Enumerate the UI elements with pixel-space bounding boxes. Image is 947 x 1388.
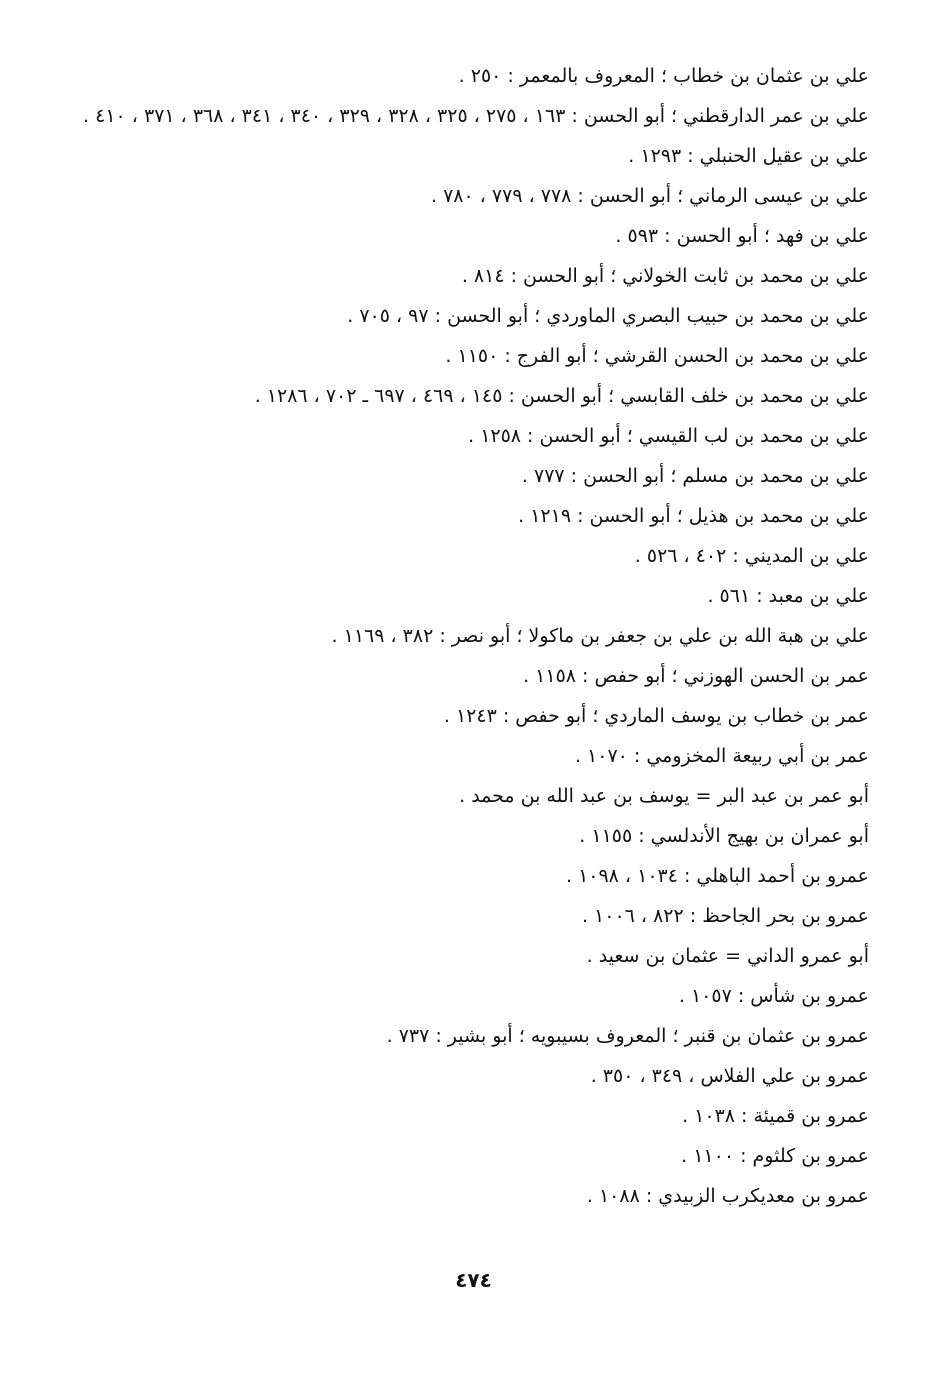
index-entry: علي بن محمد بن هذيل ؛ أبو الحسن : ١٢١٩ . <box>518 505 869 527</box>
index-entry: علي بن محمد بن الحسن القرشي ؛ أبو الفرج : ١١٥٠ . <box>445 345 869 367</box>
index-entry: علي بن معبد : ٥٦١ . <box>707 585 869 607</box>
index-entry: أبو عمر بن عبد البر = يوسف بن عبد الله بن محمد . <box>459 785 869 807</box>
index-entry: عمر بن خطاب بن يوسف الماردي ؛ أبو حفص : ١٢٤٣ . <box>443 705 869 727</box>
index-entry: عمر بن الحسن الهوزني ؛ أبو حفص : ١١٥٨ . <box>523 665 869 687</box>
index-entry: علي بن محمد بن ثابت الخولاني ؛ أبو الحسن : ٨١٤ . <box>461 265 869 287</box>
index-entry: أبو عمرو الداني = عثمان بن سعيد . <box>586 945 869 967</box>
index-entry: عمرو بن معديكرب الزبيدي : ١٠٨٨ . <box>586 1185 869 1207</box>
index-entry: أبو عمران بن بهيج الأندلسي : ١١٥٥ . <box>579 825 869 847</box>
index-entry: عمر بن أبي ربيعة المخزومي : ١٠٧٠ . <box>574 745 869 767</box>
index-entry: علي بن محمد بن مسلم ؛ أبو الحسن : ٧٧٧ . <box>521 465 869 487</box>
index-entry: علي بن محمد بن خلف القابسي ؛ أبو الحسن : ١٤٥ ، ٤٦٩ ، ٦٩٧ ـ ٧٠٢ ، ١٢٨٦ . <box>254 385 869 407</box>
index-entry: علي بن محمد بن لب القيسي ؛ أبو الحسن : ١٢٥٨ . <box>468 425 869 447</box>
index-entry: علي بن عقيل الحنبلي : ١٢٩٣ . <box>628 145 869 167</box>
index-entry: عمرو بن شأس : ١٠٥٧ . <box>678 985 869 1007</box>
index-entry: علي بن عيسى الرماني ؛ أبو الحسن : ٧٧٨ ، ٧٧٩ ، ٧٨٠ . <box>430 185 869 207</box>
index-entry: علي بن عمر الدارقطني ؛ أبو الحسن : ١٦٣ ، ٢٧٥ ، ٣٢٥ ، ٣٢٨ ، ٣٢٩ ، ٣٤٠ ، ٣٤١ ، ٣٦٨ ، ٣٧١ ، ٤١٠ . <box>83 105 869 127</box>
index-entry: عمرو بن علي الفلاس ، ٣٤٩ ، ٣٥٠ . <box>590 1065 869 1087</box>
index-entry: علي بن محمد بن حبيب البصري الماوردي ؛ أبو الحسن : ٩٧ ، ٧٠٥ . <box>347 305 869 327</box>
index-entry: عمرو بن كلثوم : ١١٠٠ . <box>681 1145 869 1167</box>
index-entry: عمرو بن قميئة : ١٠٣٨ . <box>682 1105 869 1127</box>
index-entry: علي بن فهد ؛ أبو الحسن : ٥٩٣ . <box>615 225 869 247</box>
index-entry-list <box>79 56 869 1216</box>
page-number: ٤٧٤ <box>455 1268 492 1292</box>
index-entry: علي بن عثمان بن خطاب ؛ المعروف بالمعمر : ٢٥٠ . <box>458 65 869 87</box>
index-entry: علي بن المديني : ٤٠٢ ، ٥٢٦ . <box>634 545 869 567</box>
index-entry: عمرو بن أحمد الباهلي : ١٠٣٤ ، ١٠٩٨ . <box>565 865 869 887</box>
index-entry: علي بن هبة الله بن علي بن جعفر بن ماكولا ؛ أبو نصر : ٣٨٢ ، ١١٦٩ . <box>331 625 869 647</box>
index-entry: عمرو بن عثمان بن قنبر ؛ المعروف بسيبويه ؛ أبو بشير : ٧٣٧ . <box>386 1025 869 1047</box>
index-entry: عمرو بن بحر الجاحظ : ٨٢٢ ، ١٠٠٦ . <box>581 905 869 927</box>
